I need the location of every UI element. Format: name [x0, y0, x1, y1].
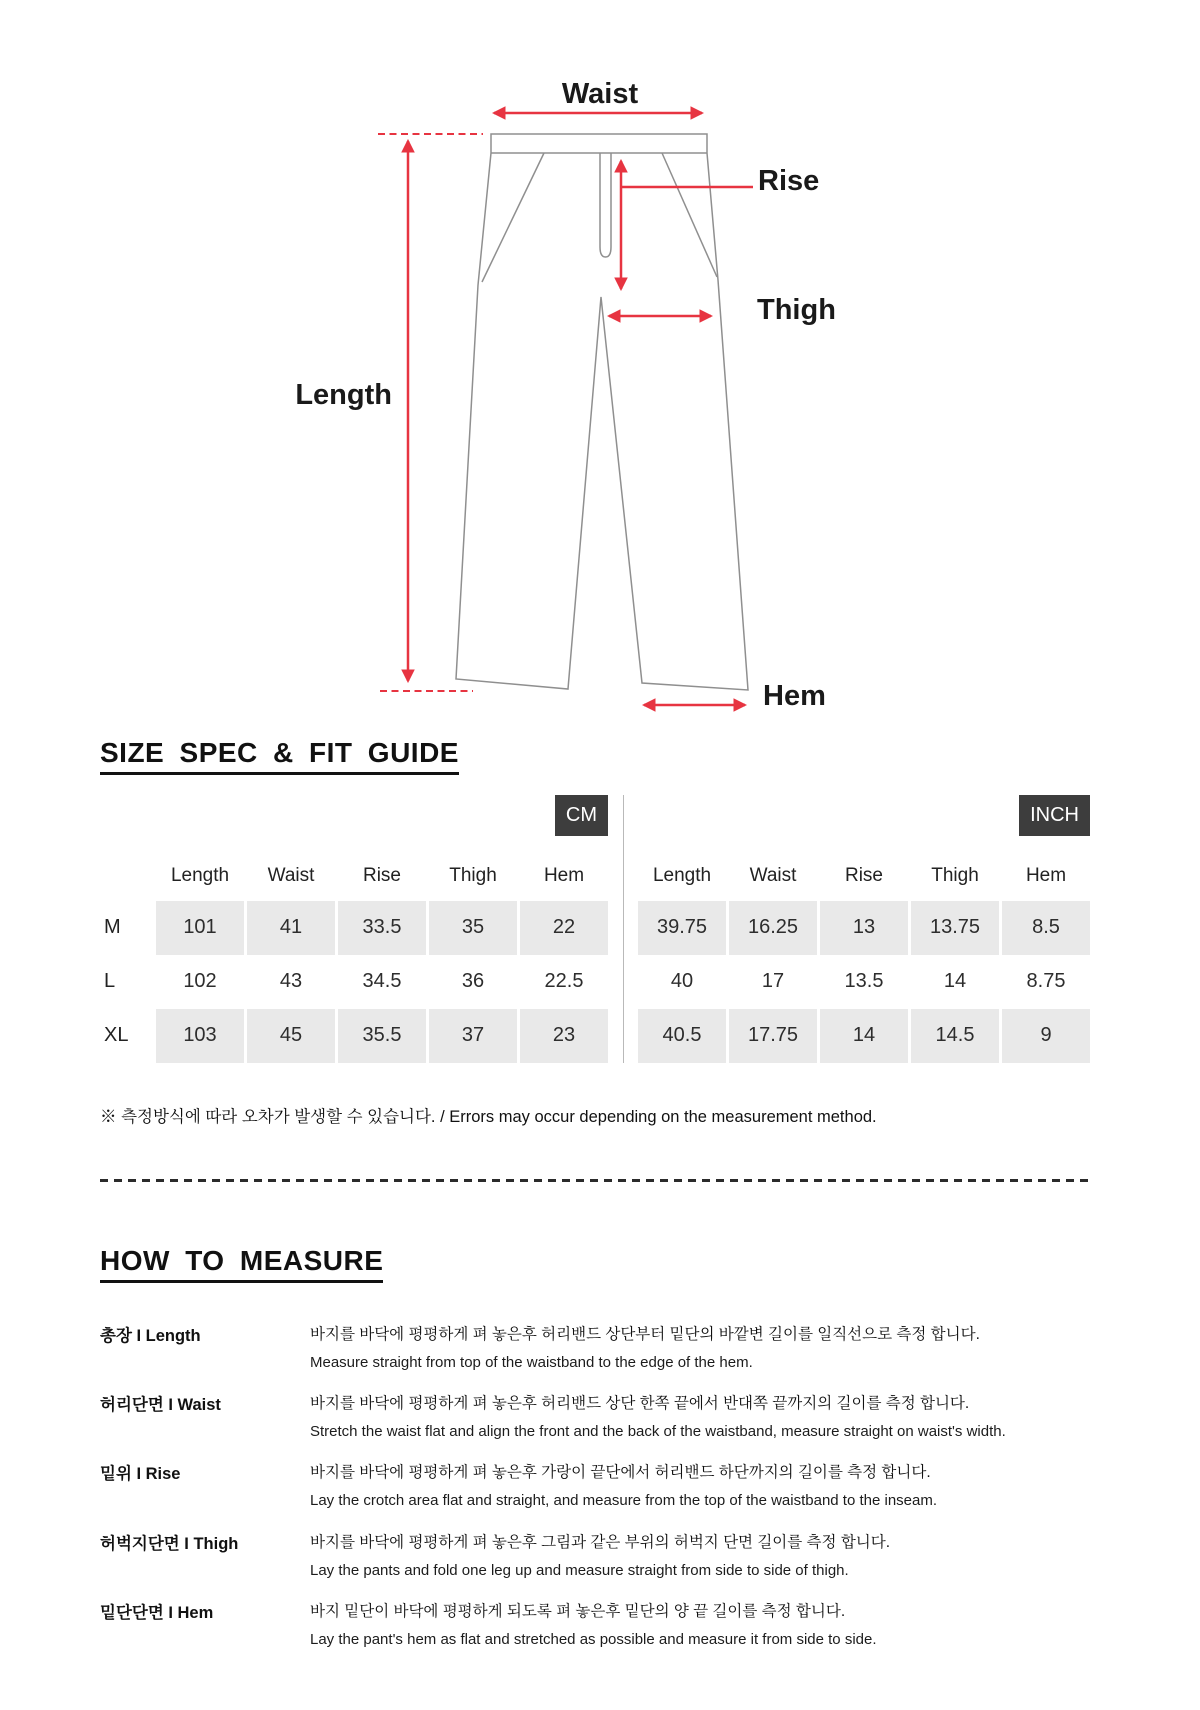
- cell-m-cm-hem: 22: [520, 901, 608, 955]
- cell-xl-inch-waist: 17.75: [729, 1009, 817, 1063]
- measure-row-waist: [100, 1394, 1200, 1441]
- cell-m-inch-waist: 16.25: [729, 901, 817, 955]
- cell-l-inch-hem: 8.75: [1026, 970, 1066, 993]
- size-label-xl: XL: [104, 1024, 129, 1047]
- measure-row-hem: [100, 1602, 1200, 1649]
- dashed-divider: [100, 1179, 1093, 1182]
- measure-desc-waist-en: Stretch the waist flat and align the front and the back of the waistband, measure straight on waist's width.: [310, 1422, 1006, 1440]
- cell-m-cm-length: 101: [156, 901, 244, 955]
- measure-label-thigh: 허벅지단면 I Thigh: [100, 1534, 239, 1553]
- measure-row-thigh: [100, 1533, 1200, 1580]
- how-to-measure-section: [0, 1238, 1200, 1650]
- cell-xl-inch-length: 40.5: [638, 1009, 726, 1063]
- hem-label: Hem: [763, 680, 826, 712]
- inch-badge: INCH: [1019, 795, 1090, 836]
- cell-xl-inch-hem: 9: [1002, 1009, 1090, 1063]
- cell-l-cm-length: 102: [183, 970, 217, 993]
- cell-m-inch-rise: 13: [820, 901, 908, 955]
- measure-desc-hem-ko: 바지 밑단이 바닥에 평평하게 되도록 펴 놓은후 밑단의 양 끝 길이를 측정 합니다.: [310, 1603, 846, 1621]
- size-label-m: M: [104, 916, 121, 939]
- cell-l-inch-rise: 13.5: [844, 970, 884, 993]
- cell-m-inch-length: 39.75: [638, 901, 726, 955]
- cell-l-inch-length: 40: [670, 970, 694, 993]
- pants-outline: [456, 134, 748, 690]
- measure-desc-rise: [310, 1463, 1070, 1510]
- cell-m-cm-thigh: 35: [429, 901, 517, 955]
- how-to-measure-heading: HOW TO MEASURE: [100, 1246, 383, 1283]
- cell-xl-cm-thigh: 37: [429, 1009, 517, 1063]
- cell-l-inch-thigh: 14: [943, 970, 967, 993]
- cell-l-cm-hem: 22.5: [544, 970, 584, 993]
- measure-desc-length-en: Measure straight from top of the waistband to the edge of the hem.: [310, 1353, 753, 1371]
- measurement-arrows: [378, 113, 753, 705]
- size-spec-section: [0, 730, 1200, 1127]
- col-header-inch-waist: Waist: [749, 864, 797, 886]
- measurement-note: ※ 측정방식에 따라 오차가 발생할 수 있습니다. / Errors may occur depending on the measurement method.: [100, 1107, 877, 1126]
- measure-desc-hem: [310, 1602, 1070, 1649]
- fly-line: [600, 153, 611, 257]
- cm-badge-cell: [156, 795, 608, 836]
- cm-badge: CM: [555, 795, 608, 836]
- col-header-cm-hem: Hem: [543, 864, 585, 886]
- cell-l-inch-waist: 17: [761, 970, 785, 993]
- rise-label: Rise: [758, 165, 820, 197]
- pants-diagram-svg: [0, 0, 1200, 730]
- measure-desc-waist-ko: 바지를 바닥에 평평하게 펴 놓은후 허리밴드 상단 한쪽 끝에서 반대쪽 끝까지의 길이를 측정 합니다.: [310, 1395, 970, 1413]
- cell-m-cm-rise: 33.5: [338, 901, 426, 955]
- cell-l-cm-thigh: 36: [461, 970, 485, 993]
- col-header-inch-thigh: Thigh: [931, 864, 979, 886]
- measure-desc-length-ko: 바지를 바닥에 평평하게 펴 놓은후 허리밴드 상단부터 밑단의 바깥변 길이를 일직선으로 측정 합니다.: [310, 1325, 980, 1343]
- cell-m-inch-hem: 8.5: [1002, 901, 1090, 955]
- cell-xl-cm-waist: 45: [247, 1009, 335, 1063]
- col-header-inch-hem: Hem: [1025, 864, 1067, 886]
- col-header-cm-thigh: Thigh: [449, 864, 497, 886]
- cell-l-cm-rise: 34.5: [362, 970, 402, 993]
- cell-l-cm-waist: 43: [279, 970, 303, 993]
- measure-desc-thigh: [310, 1533, 1070, 1580]
- table-divider: [623, 795, 624, 1063]
- how-to-measure-list: [100, 1325, 1200, 1650]
- col-header-cm-length: Length: [170, 864, 230, 886]
- measure-label-rise: 밑위 I Rise: [100, 1465, 181, 1484]
- col-header-cm-waist: Waist: [267, 864, 315, 886]
- measure-desc-rise-ko: 바지를 바닥에 평평하게 펴 놓은후 가랑이 끝단에서 허리밴드 하단까지의 길이를 측정 합니다.: [310, 1464, 931, 1482]
- measure-desc-hem-en: Lay the pant's hem as flat and stretched as possible and measure it from side to side.: [310, 1631, 877, 1649]
- spacer: [100, 836, 153, 901]
- left-pocket-line: [482, 153, 544, 282]
- waist-label: Waist: [561, 78, 639, 110]
- col-header-inch-length: Length: [652, 864, 712, 886]
- cell-xl-cm-length: 103: [156, 1009, 244, 1063]
- size-spec-table: [100, 795, 1200, 1063]
- measure-desc-length: [310, 1325, 1070, 1372]
- measure-desc-thigh-en: Lay the pants and fold one leg up and measure straight from side to side of thigh.: [310, 1561, 849, 1579]
- cell-xl-inch-rise: 14: [820, 1009, 908, 1063]
- cell-xl-inch-thigh: 14.5: [911, 1009, 999, 1063]
- spacer: [100, 795, 153, 836]
- cell-m-cm-waist: 41: [247, 901, 335, 955]
- pants-measurement-diagram: [0, 0, 1200, 730]
- measure-row-length: [100, 1325, 1200, 1372]
- measure-desc-waist: [310, 1394, 1070, 1441]
- measure-row-rise: [100, 1463, 1200, 1510]
- measure-desc-rise-en: Lay the crotch area flat and straight, and measure from the top of the waistband to the inseam.: [310, 1492, 938, 1510]
- cell-xl-cm-rise: 35.5: [338, 1009, 426, 1063]
- inch-badge-cell: [638, 795, 1090, 836]
- cell-xl-cm-hem: 23: [520, 1009, 608, 1063]
- cell-m-inch-thigh: 13.75: [911, 901, 999, 955]
- length-label: Length: [295, 379, 392, 411]
- thigh-label: Thigh: [757, 294, 836, 326]
- size-spec-heading: SIZE SPEC & FIT GUIDE: [100, 738, 459, 775]
- size-label-l: L: [104, 970, 116, 993]
- measure-label-waist: 허리단면 I Waist: [100, 1396, 221, 1415]
- measure-label-length: 총장 I Length: [100, 1326, 201, 1345]
- measure-label-hem: 밑단단면 I Hem: [100, 1604, 214, 1623]
- col-header-inch-rise: Rise: [844, 864, 883, 886]
- col-header-cm-rise: Rise: [362, 864, 401, 886]
- measure-desc-thigh-ko: 바지를 바닥에 평평하게 펴 놓은후 그림과 같은 부위의 허벅지 단면 길이를 측정 합니다.: [310, 1533, 891, 1551]
